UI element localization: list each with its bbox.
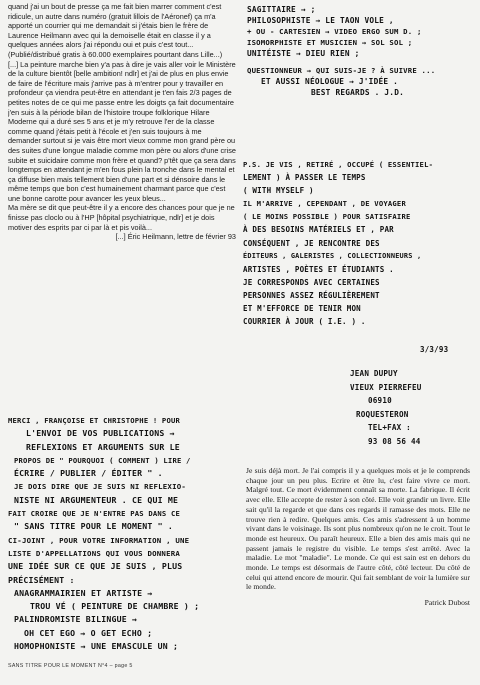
hand-letter-line: ÉCRIRE / PUBLIER / ÉDITER " . — [14, 468, 163, 479]
handwritten-letter — [8, 414, 238, 656]
hand-line: QUESTIONNEUR → QUI SUIS-JE ? À SUIVRE ... — [247, 66, 436, 75]
hand-letter-line: " SANS TITRE POUR LE MOMENT " . — [14, 521, 174, 532]
hand-line: UNITÉISTE → DIEU RIEN ; — [247, 49, 360, 58]
prose-text: Je suis déjà mort. Je l'ai compris il y a quelques mois et je le comprends chaque jour un peu plus. Ecrire et être lu, c'est faire vivre ce mort. Malgré tout. Ce mort évidemment connaît sa morte. La fabrique. Il écrit avec elle. Elle accepte de rester à son côté. Elle voit grandir un livre. Elle sait qu'il la regarde et que dans ces regards il ramasse des mots. Elle ne trouve rien à redire. Quelques amis. Ces amis s'adressent à un homme vivant dans le voisinage. Ils sont plus nombreux qu'on ne le croit. Tout le monde est heureux. Ou paraît heureux. Elle a bien des amis mais qui ne passent jamais le registre du visible. Le temps s'est arrêté. Avec la maladie. Le mot "maladie". Le monde. Ce qui est sain est en dehors du monde. Le temps est désormais de l'autre côté, côté lecteur. Du côté de celui qui attend encore de mourir. Qui fait semblant de voir la lumière sur le monde. — [246, 466, 470, 592]
handwritten-address — [350, 367, 478, 459]
hand-letter-line: NISTE NI ARGUMENTEUR . CE QUI ME — [14, 494, 179, 505]
address-line: 06910 — [368, 396, 392, 405]
address-line: JEAN DUPUY — [350, 369, 398, 378]
ps-line: À DES BESOINS MATÉRIELS ET , PAR — [243, 225, 394, 235]
handwritten-appellations — [247, 4, 477, 144]
hand-letter-line: L'ENVOI DE VOS PUBLICATIONS → — [26, 428, 175, 439]
hand-letter-line: OH CET EGO → O GET ECHO ; — [24, 627, 153, 638]
ps-line: P.S. JE VIS , RETIRÉ , OCCUPÉ ( ESSENTIEL- — [243, 160, 434, 169]
ps-line: ( WITH MYSELF ) — [243, 186, 314, 196]
page-footer: SANS TITRE POUR LE MOMENT N°4 – page 5 — [8, 663, 133, 669]
hand-line: ET AUSSI NÉOLOGUE → J'IDÉE . — [261, 77, 399, 86]
ps-line: CONSÉQUENT , JE RENCONTRE DES — [243, 238, 380, 248]
hand-letter-line: ANAGRAMMAIRIEN ET ARTISTE → — [14, 587, 153, 598]
hand-line: SAGITTAIRE → ; — [247, 5, 316, 14]
address-line: ROQUESTERON — [356, 409, 409, 419]
ps-line: ARTISTES , POÈTES ET ÉTUDIANTS . — [243, 264, 394, 274]
hand-line: PHILOSOPHISTE → LE TAON VOLE , — [247, 16, 394, 25]
hand-letter-line: REFLEXIONS ET ARGUMENTS SUR LE — [26, 441, 180, 452]
letter-paragraph-3: Ma mère se dit que peut-être il y a encore des chances pour que je ne finisse pas cloclo ou à l'HP [hôpital psychiatrique, ndlr] et je dois motiver des esprits par ci par là et pis voilà... — [8, 203, 235, 232]
ps-line: LEMENT ) À PASSER LE TEMPS — [243, 173, 366, 183]
ps-line: JE CORRESPONDS AVEC CERTAINES — [243, 277, 380, 287]
hand-letter-line: TROU VÉ ( PEINTURE DE CHAMBRE ) ; — [30, 601, 200, 612]
hand-letter-line: PROPOS DE " POURQUOI ( COMMENT ) LIRE / — [14, 455, 191, 465]
hand-letter-line: PALINDROMISTE BILINGUE → — [14, 614, 138, 625]
ps-line: COURRIER À JOUR ( I.E. ) . — [243, 317, 366, 327]
prose-column — [246, 466, 470, 656]
prose-signature: Patrick Dubost — [424, 598, 470, 608]
hand-letter-line: UNE IDÉE SUR CE QUE JE SUIS , PLUS — [8, 561, 183, 572]
ps-line: ( LE MOINS POSSIBLE ) POUR SATISFAIRE — [243, 212, 411, 222]
ps-line: IL M'ARRIVE , CEPENDANT , DE VOYAGER — [243, 199, 406, 209]
hand-letter-line: FAIT CROIRE QUE JE N'ENTRE PAS DANS CE — [8, 509, 181, 519]
ps-line: PERSONNES ASSEZ RÉGULIÈREMENT — [243, 290, 380, 300]
ps-date: 3/3/93 — [420, 345, 449, 354]
letter-paragraph-2: [...] La peinture marche bien y'a pas à dire je vais aller voir le Ministère de la culture bientôt [belle ambition! ndlr] et j'ai de plus en plus envie de faire de l'écriture mais j'arrive pas à m'entrer pour y travailler en profondeur ça viendra peut-être en attendant je t'en fais 2/3 pages de petites notes de ce qui me passe entre les doigts ça fait documentaire j'en suis à la période bilan de l'histoire troupe folklorique Hilare Moderne qui a duré ses 5 ans et je m'y retrouve l'er de la classe comme quand j'étais petit à l'école et j'en suis toujours à me demander surtout si je vais être mort vieux comme mon grand père ou des suites d'une longue maladie comme mon père ou alors d'une crise subite et suicidaire comme mon frère et quand? p'têt que ça sera dans longtemps en attendant je m'en fous plein la tronche dans le mental et ça diffuse bien mais tellement bien d'une part et si dénsoire dans le même temps que bon c'est humainement charmant parce que c'est une bonne carotte pour avancer les yeux bleus... — [8, 59, 236, 203]
hand-signature: BEST REGARDS . J.D. — [311, 88, 404, 97]
hand-letter-line: HOMOPHONISTE → UNE EMASCULE UN ; — [14, 641, 179, 652]
hand-letter-line: CI-JOINT , POUR VOTRE INFORMATION , UNE — [8, 535, 190, 545]
hand-letter-line: LISTE D'APPELLATIONS QUI VOUS DONNERA — [8, 548, 181, 558]
letter-paragraph-1: quand j'ai un bout de presse ça me fait bien marrer comment c'est ridicule, un autre dans numéro (gratuit lillois de l'Aéronef) ça m'a apporté un courrier qui me demandait si j'étais bien le frère de Laurence Heilmann avec qui la demoiselle était en classe il y a quelques années alors j'ai répondu oui et puis c'est tout... (Publié/distribué gratis à 60.000 exemplaires pourtant dans Lille...) — [8, 2, 223, 59]
handwritten-postscript — [243, 158, 477, 338]
address-line: TEL+FAX : — [368, 423, 411, 432]
hand-letter-line: PRÉCISÉMENT : — [8, 574, 75, 585]
address-line: VIEUX PIERREFEU — [350, 382, 422, 392]
hand-letter-line: MERCI , FRANÇOISE ET CHRISTOPHE ! POUR — [8, 416, 181, 425]
hand-letter-line: JE DOIS DIRE QUE JE SUIS NI REFLEXIO- — [14, 482, 187, 492]
ps-line: ET M'EFFORCE DE TENIR MON — [243, 304, 361, 314]
letter-signature: [...] Éric Heilmann, lettre de février 93 — [115, 232, 236, 242]
address-line: 93 08 56 44 — [368, 436, 421, 446]
letter-column — [8, 2, 236, 402]
hand-line: ISOMORPHISTE ET MUSICIEN → SOL SOL ; — [247, 38, 413, 47]
hand-line: + OU - CARTESIEN → VIDEO ERGO SUM D. ; — [247, 27, 422, 36]
ps-line: ÉDITEURS , GALERISTES , COLLECTIONNEURS , — [243, 251, 422, 260]
